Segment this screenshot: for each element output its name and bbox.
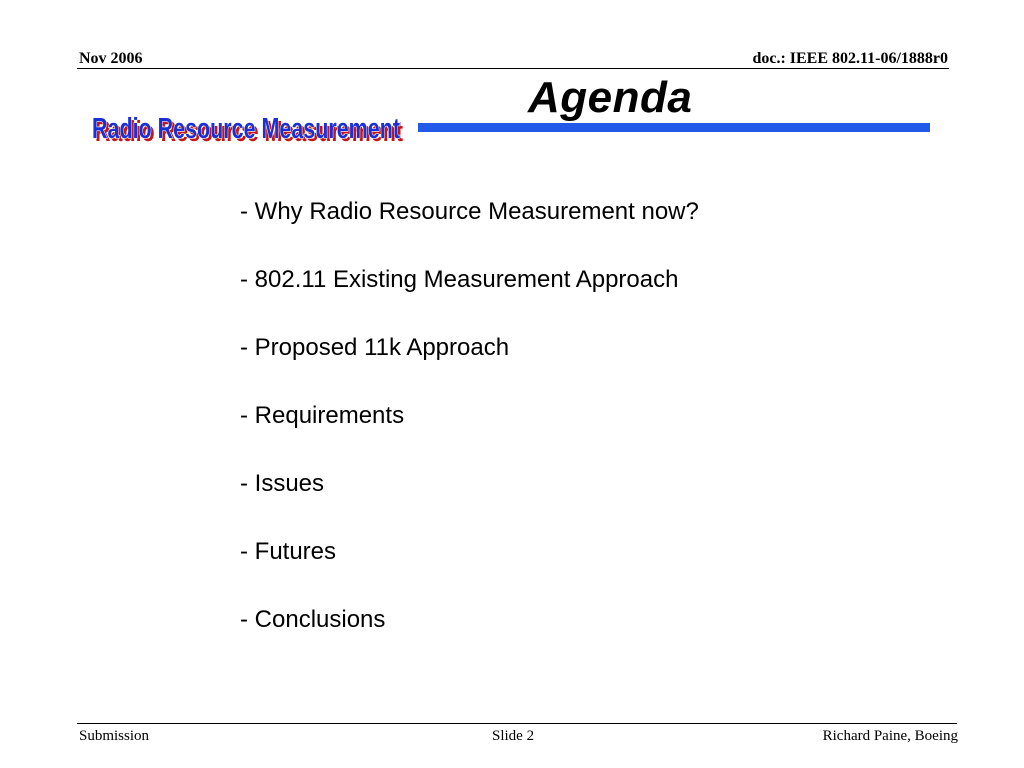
logo-shadow-text: Radio Resource Measurement <box>95 116 404 148</box>
radio-resource-measurement-logo <box>91 108 409 150</box>
agenda-item: - 802.11 Existing Measurement Approach <box>240 266 679 293</box>
logo-graphic <box>91 108 409 150</box>
footer-rule <box>77 723 957 724</box>
agenda-item: - Why Radio Resource Measurement now? <box>240 198 699 225</box>
footer-submission: Submission <box>79 728 150 744</box>
header-date: Nov 2006 <box>79 50 143 67</box>
agenda-item: - Futures <box>240 538 337 565</box>
accent-bar <box>418 123 930 132</box>
agenda-item: - Proposed 11k Approach <box>240 334 510 361</box>
logo-main-text: Radio Resource Measurement <box>92 113 401 145</box>
agenda-item: - Requirements <box>240 402 405 429</box>
agenda-list <box>240 196 699 672</box>
slide-title: Agenda <box>528 73 693 122</box>
header-doc-id: doc.: IEEE 802.11-06/1888r0 <box>752 50 948 67</box>
agenda-item: - Issues <box>240 470 325 497</box>
agenda-item: - Conclusions <box>240 606 386 633</box>
footer-author: Richard Paine, Boeing <box>822 728 958 744</box>
footer-slide-number: Slide 2 <box>492 728 535 744</box>
header-rule <box>77 68 949 69</box>
